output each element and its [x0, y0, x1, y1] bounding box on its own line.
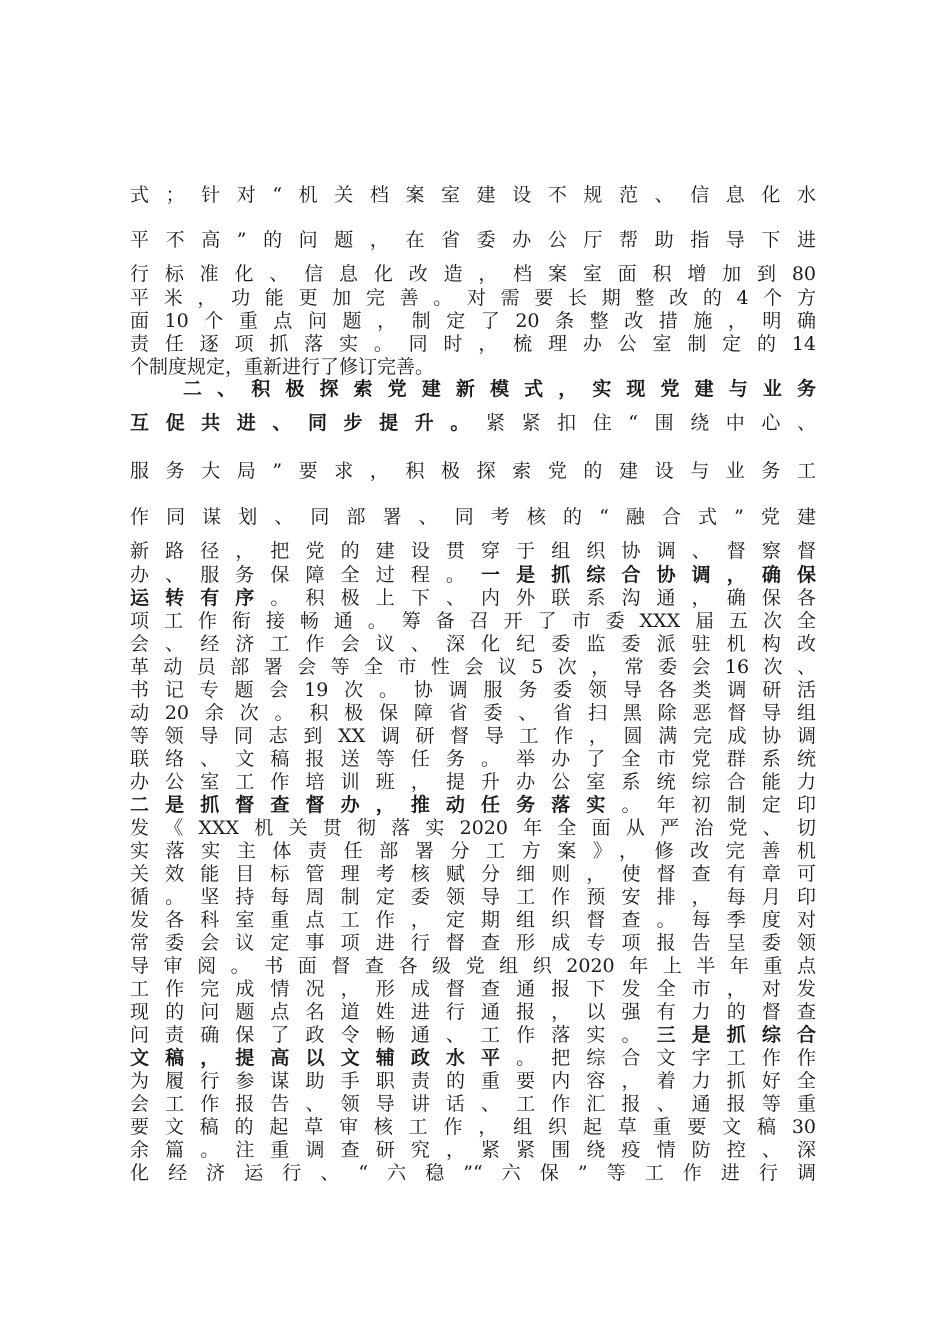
- bold-text: 二、积极探索党建新模式，实现党建与业务: [183, 378, 816, 400]
- text-run: 。把综合文字工作作: [516, 1047, 816, 1069]
- text-line: [130, 1115, 816, 1139]
- text-run: 紧紧扣住“围绕中心、: [485, 412, 816, 434]
- text-run: 。积极上下、内外联系沟通，确保各: [270, 587, 816, 609]
- text-line: [130, 747, 816, 771]
- text-run: 动20余次。积极保障省委、省扫黑除恶督导组: [130, 702, 816, 724]
- text-run: 项工作衔接畅通。筹备召开了市委XXX届五次全: [130, 610, 816, 632]
- text-run: 面10个重点问题，制定了20条整改措施，明确: [130, 310, 816, 332]
- text-line: [130, 228, 816, 252]
- text-run: 新路径，把党的建设贯穿于组织协调、督察督: [130, 540, 816, 562]
- text-run: 实落实主体责任部署分工方案》，修改完善机: [130, 840, 816, 862]
- text-line: [130, 262, 816, 286]
- text-line: [130, 609, 816, 633]
- text-line: [130, 539, 816, 563]
- text-line: [130, 1023, 816, 1047]
- text-line: [130, 701, 816, 725]
- text-line: [130, 724, 816, 748]
- text-run: 责任逐项抓落实。同时，梳理办公室制定的14: [130, 333, 816, 355]
- text-run: 现的问题点名道姓进行通报，以强有力的督查: [130, 1001, 816, 1023]
- text-run: 书记专题会19次。协调服务委领导各类调研活: [130, 679, 816, 701]
- text-run: 为履行参谋助手职责的重要内容，着力抓好全: [130, 1070, 816, 1092]
- text-run: 行标准化、信息化改造，档案室面积增加到80: [130, 263, 816, 285]
- bold-text: 三是抓综合: [656, 1024, 816, 1046]
- text-run: 循。坚持每周制定委领导工作预安排，每月印: [130, 886, 816, 908]
- bold-text: 一是抓综合协调，确保: [481, 564, 816, 586]
- text-line: [130, 839, 816, 863]
- text-line: [130, 632, 816, 656]
- bold-text: 二是抓督查督办，推动任务落实: [130, 794, 622, 816]
- text-line: [130, 183, 816, 207]
- text-run: 办公室工作培训班，提升办公室系统综合能力: [130, 771, 816, 793]
- text-run: 式；针对“机关档案室建设不规范、信息化水: [130, 184, 816, 206]
- text-run: 发各科室重点工作，定期组织督查。每季度对: [130, 909, 816, 931]
- text-run: 办、服务保障全过程。: [130, 564, 482, 586]
- bold-text: 运转有序: [130, 587, 271, 609]
- text-line: [130, 977, 816, 1001]
- text-run: 关效能目标管理考核赋分细则，使督查有章可: [130, 863, 816, 885]
- text-run: 化经济运行、“六稳”“六保”等工作进行调: [130, 1162, 816, 1184]
- text-run: 问责确保了政令畅通、工作落实。: [130, 1024, 657, 1046]
- text-run: 工作完成情况，形成督查通报下发全市，对发: [130, 978, 816, 1000]
- text-line: [130, 309, 816, 333]
- text-run: 个制度规定，重新进行了修订完善。: [130, 356, 435, 378]
- text-run: 会工作报告、领导讲话、工作汇报、通报等重: [130, 1093, 816, 1115]
- text-line: [183, 377, 816, 401]
- text-line: [130, 459, 816, 483]
- text-line: [130, 1161, 816, 1185]
- text-run: 会、经济工作会议、深化纪委监委派驻机构改: [130, 633, 816, 655]
- text-line: [130, 411, 816, 435]
- text-line: [130, 563, 816, 587]
- text-run: 发《XXX机关贯彻落实2020年全面从严治党、切: [130, 817, 816, 839]
- text-run: 平不高”的问题，在省委办公厅帮助指导下进: [130, 229, 816, 251]
- text-line: [130, 678, 816, 702]
- text-run: 服务大局”要求，积极探索党的建设与业务工: [130, 460, 816, 482]
- text-line: [130, 332, 816, 356]
- text-run: 等领导同志到XX调研督导工作，圆满完成协调: [130, 725, 816, 747]
- text-line: [130, 505, 816, 529]
- text-line: [130, 586, 816, 610]
- text-run: 余篇。注重调查研究，紧紧围绕疫情防控、深: [130, 1139, 816, 1161]
- text-line: [130, 1046, 816, 1070]
- text-run: 革动员部署会等全市性会议5次，常委会16次、: [130, 656, 816, 678]
- text-line: [130, 1069, 816, 1093]
- bold-text: 文稿，提高以文辅政水平: [130, 1047, 517, 1069]
- bold-text: 互促共进、同步提升。: [130, 412, 486, 434]
- text-line: [130, 1000, 816, 1024]
- text-run: 要文稿的起草审核工作，组织起草重要文稿30: [130, 1116, 816, 1138]
- text-run: 常委会议定事项进行督查形成专项报告呈委领: [130, 932, 816, 954]
- text-line: [130, 1092, 816, 1116]
- text-line: [130, 655, 816, 679]
- text-line: [130, 770, 816, 794]
- text-run: 联络、文稿报送等任务。举办了全市党群系统: [130, 748, 816, 770]
- text-line: [130, 816, 816, 840]
- text-line: [130, 355, 816, 379]
- text-line: [130, 931, 816, 955]
- text-line: [130, 862, 816, 886]
- text-line: [130, 793, 816, 817]
- text-line: [130, 908, 816, 932]
- text-run: 平米，功能更加完善。对需要长期整改的4个方: [130, 287, 816, 309]
- text-line: [130, 885, 816, 909]
- text-run: 作同谋划、同部署、同考核的“融合式”党建: [130, 506, 816, 528]
- text-line: [130, 286, 816, 310]
- text-run: 。年初制定印: [621, 794, 816, 816]
- text-line: [130, 954, 816, 978]
- text-run: 导审阅。书面督查各级党组织2020年上半年重点: [130, 955, 816, 977]
- text-line: [130, 1138, 816, 1162]
